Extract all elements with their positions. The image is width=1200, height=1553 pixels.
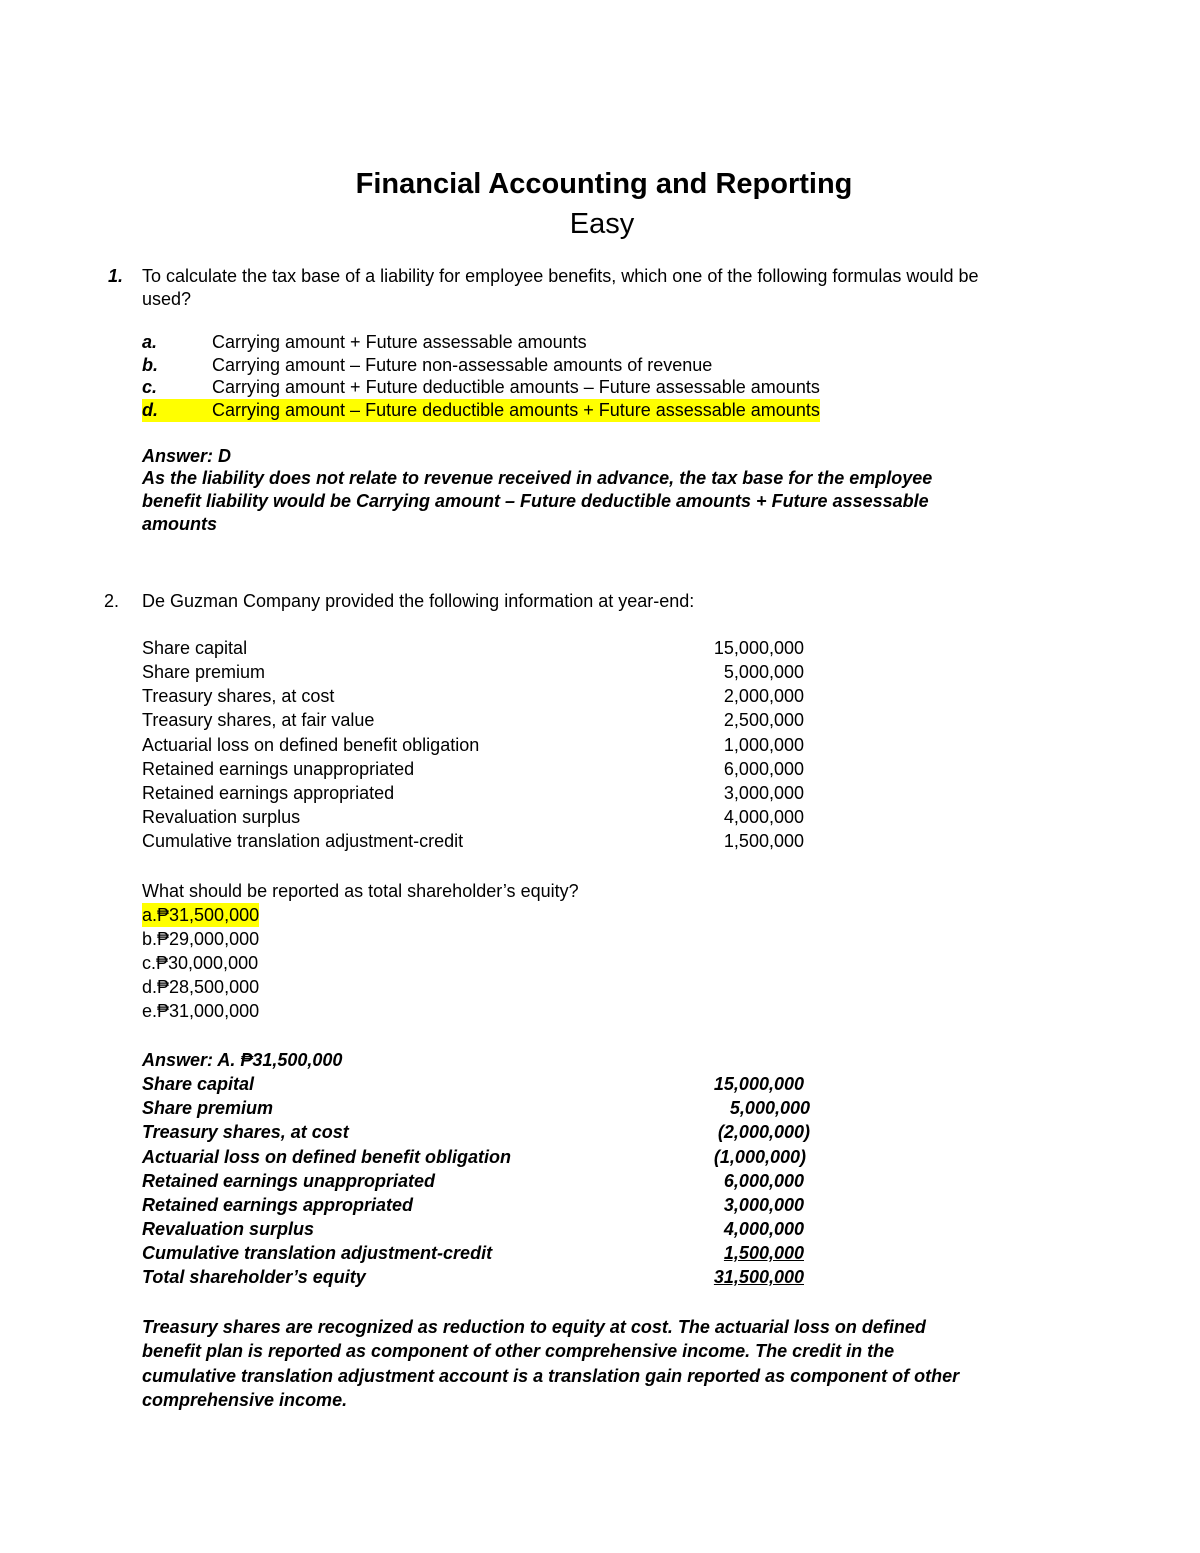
q1-option-b-text: Carrying amount – Future non-assessable amounts of revenue xyxy=(212,355,713,375)
q2-item-value: 15,000,000 xyxy=(713,638,804,658)
q2-solution-value: 3,000,000 xyxy=(723,1195,804,1215)
q2-intro: De Guzman Company provided the following information at year-end: xyxy=(142,591,695,611)
q1-explanation-line1: As the liability does not relate to revenue received in advance, the tax base for the employee xyxy=(142,468,933,488)
q2-solution-label: Revaluation surplus xyxy=(142,1219,315,1239)
q1-option-a xyxy=(142,331,587,354)
q2-solution-label: Cumulative translation adjustment-credit xyxy=(142,1243,493,1263)
q2-explanation-line1: Treasury shares are recognized as reduction to equity at cost. The actuarial loss on defined xyxy=(142,1317,926,1337)
q2-item-label: Revaluation surplus xyxy=(142,807,301,827)
q1-option-d-highlighted xyxy=(142,399,820,422)
q2-solution-label: Share capital xyxy=(142,1074,255,1094)
q1-option-b xyxy=(142,354,712,377)
q2-solution-value: 15,000,000 xyxy=(713,1074,804,1094)
q2-choice-b: b.₱29,000,000 xyxy=(142,929,260,949)
q2-number: 2. xyxy=(104,591,120,611)
q2-choice-e: e.₱31,000,000 xyxy=(142,1001,260,1021)
q1-answer: Answer: D xyxy=(142,446,232,466)
q2-answer: Answer: A. ₱31,500,000 xyxy=(142,1050,343,1070)
q2-item-value: 5,000,000 xyxy=(723,662,804,682)
q2-item-value: 2,000,000 xyxy=(723,686,804,706)
q2-item-label: Share capital xyxy=(142,638,248,658)
q2-explanation-line3: cumulative translation adjustment account is a translation gain reported as component of other xyxy=(142,1366,960,1386)
q2-solution-label: Actuarial loss on defined benefit obligation xyxy=(142,1147,512,1167)
q2-item-label: Retained earnings unappropriated xyxy=(142,759,415,779)
q2-item-value: 4,000,000 xyxy=(723,807,804,827)
q2-solution-value: 6,000,000 xyxy=(723,1171,804,1191)
q2-solution-value: 1,500,000 xyxy=(723,1243,804,1263)
q2-item-label: Share premium xyxy=(142,662,266,682)
q1-option-c-text: Carrying amount + Future deductible amounts – Future assessable amounts xyxy=(212,377,820,397)
q2-solution-label: Share premium xyxy=(142,1098,274,1118)
q2-solution-label: Retained earnings unappropriated xyxy=(142,1171,436,1191)
document-subtitle: Easy xyxy=(569,208,635,240)
q1-question-line1: To calculate the tax base of a liability for employee benefits, which one of the following formulas would be xyxy=(142,266,979,286)
q2-item-value: 2,500,000 xyxy=(723,710,804,730)
document-title: Financial Accounting and Reporting xyxy=(355,168,853,200)
q2-solution-label: Treasury shares, at cost xyxy=(142,1122,349,1142)
q1-option-d-letter: d. xyxy=(142,400,158,420)
q2-choice-a-highlighted: a.₱31,500,000 xyxy=(142,905,260,925)
q2-item-label: Retained earnings appropriated xyxy=(142,783,395,803)
q2-solution-total-value: 31,500,000 xyxy=(713,1267,804,1287)
q1-option-d-text: Carrying amount – Future deductible amounts + Future assessable amounts xyxy=(212,400,820,420)
q1-option-b-letter: b. xyxy=(142,355,158,375)
q2-solution-value: 4,000,000 xyxy=(723,1219,804,1239)
q2-choice-d: d.₱28,500,000 xyxy=(142,977,260,997)
q2-question: What should be reported as total shareholder’s equity? xyxy=(142,881,579,901)
q2-item-label: Treasury shares, at fair value xyxy=(142,710,375,730)
q1-explanation-line2: benefit liability would be Carrying amount – Future deductible amounts + Future assessable xyxy=(142,491,929,511)
q1-option-c xyxy=(142,376,820,399)
q2-item-label: Treasury shares, at cost xyxy=(142,686,335,706)
q2-solution-value: (1,000,000) xyxy=(713,1147,806,1167)
q2-item-value: 6,000,000 xyxy=(723,759,804,779)
q2-solution-total-label: Total shareholder’s equity xyxy=(142,1267,366,1287)
q2-explanation-line2: benefit plan is reported as component of other comprehensive income. The credit in the xyxy=(142,1341,895,1361)
q1-option-c-letter: c. xyxy=(142,377,158,397)
q1-number: 1. xyxy=(108,266,124,286)
q2-solution-label: Retained earnings appropriated xyxy=(142,1195,414,1215)
q2-item-label: Cumulative translation adjustment-credit xyxy=(142,831,464,851)
q1-option-a-text: Carrying amount + Future assessable amounts xyxy=(212,332,587,352)
q2-item-value: 1,000,000 xyxy=(723,735,804,755)
q2-choice-c: c.₱30,000,000 xyxy=(142,953,259,973)
q1-question-line2: used? xyxy=(142,289,192,309)
q1-option-a-letter: a. xyxy=(142,332,158,352)
q2-solution-value: 5,000,000 xyxy=(729,1098,810,1118)
q2-item-value: 1,500,000 xyxy=(723,831,804,851)
q2-item-label: Actuarial loss on defined benefit obligation xyxy=(142,735,480,755)
q2-item-value: 3,000,000 xyxy=(723,783,804,803)
q2-explanation-line4: comprehensive income. xyxy=(142,1390,348,1410)
q2-solution-value: (2,000,000) xyxy=(717,1122,810,1142)
q1-explanation-line3: amounts xyxy=(142,514,218,534)
